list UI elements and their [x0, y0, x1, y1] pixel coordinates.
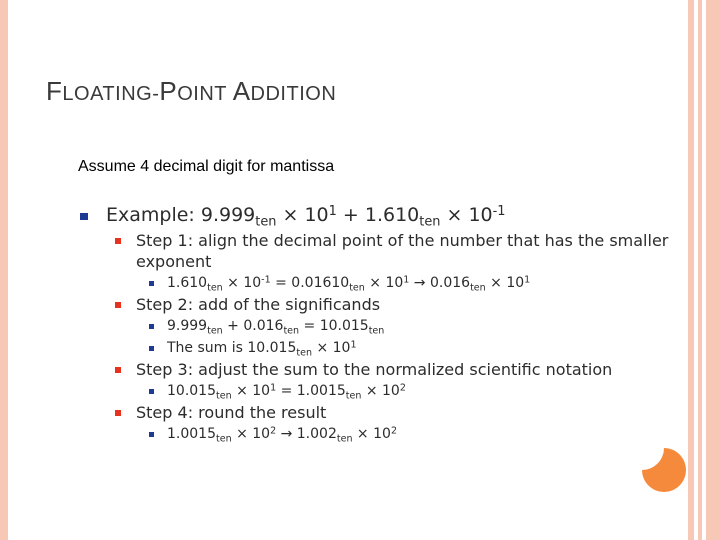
- math-text: × 10: [231, 383, 271, 399]
- step-text: Step 4: round the result: [136, 403, 327, 422]
- superscript: 1: [524, 274, 531, 286]
- substep-item: [80, 315, 680, 337]
- step-item: [80, 294, 680, 315]
- bullet-icon: [149, 432, 154, 437]
- bullet-icon: [80, 213, 88, 220]
- step-item: [80, 402, 680, 423]
- subscript: ten: [296, 347, 312, 359]
- step-text: Step 2: add of the significands: [136, 295, 381, 314]
- subscript: ten: [368, 325, 385, 337]
- math-text: × 10: [361, 383, 400, 399]
- math-text: × 10: [222, 275, 262, 291]
- math-text: → 0.016: [409, 275, 471, 291]
- example-text: + 1.610: [336, 204, 420, 226]
- math-text: = 10.015: [299, 318, 369, 334]
- subscript: ten: [345, 390, 362, 402]
- superscript: 2: [390, 425, 397, 437]
- title-part: P: [159, 76, 178, 106]
- circle-notch: [642, 448, 664, 470]
- example-text: Example: 9.999: [106, 204, 256, 226]
- step-text: Step 1: align the decimal point of the number that has the smaller exponent: [136, 231, 669, 271]
- substep-item: [80, 380, 680, 402]
- slide-right-border: [684, 0, 720, 540]
- math-text: 1.610: [167, 275, 208, 291]
- bullet-icon: [149, 346, 154, 351]
- subscript: ten: [470, 282, 486, 294]
- math-text: → 1.002: [276, 426, 337, 442]
- math-text: × 10: [352, 426, 391, 442]
- border-stripe: [698, 0, 702, 540]
- title-part: F: [46, 76, 63, 106]
- example-line: [80, 202, 680, 228]
- step-item: [80, 230, 680, 272]
- subscript: ten: [336, 433, 353, 445]
- example-text: × 10: [440, 204, 493, 226]
- title-part: DDITION: [250, 83, 337, 105]
- math-text: The sum is 10.015: [167, 340, 297, 356]
- math-text: × 10: [364, 275, 404, 291]
- bullet-icon: [115, 302, 121, 308]
- math-text: + 0.016: [222, 318, 284, 334]
- slide-title: [46, 76, 336, 107]
- title-part: -: [152, 83, 160, 105]
- border-stripe: [706, 0, 720, 540]
- superscript: 2: [270, 425, 277, 437]
- border-stripe: [688, 0, 694, 540]
- subscript: ten: [255, 214, 277, 230]
- superscript: 1: [328, 204, 337, 220]
- math-text: × 10: [485, 275, 525, 291]
- superscript: -1: [492, 204, 506, 220]
- slide-subtitle: Assume 4 decimal digit for mantissa: [78, 158, 335, 175]
- step-text: Step 3: adjust the sum to the normalized scientific notation: [136, 360, 613, 379]
- math-text: × 10: [231, 426, 271, 442]
- math-text: × 10: [312, 340, 351, 356]
- subscript: ten: [207, 325, 223, 337]
- superscript: 1: [350, 339, 357, 351]
- math-text: = 1.0015: [276, 383, 346, 399]
- decorative-circle-icon: [642, 448, 686, 492]
- step-item: [80, 359, 680, 380]
- bullet-icon: [115, 367, 121, 373]
- title-part: OINT: [177, 83, 227, 105]
- math-text: = 0.01610: [270, 275, 350, 291]
- superscript: -1: [261, 274, 271, 286]
- substep-item: [80, 272, 680, 294]
- superscript: 1: [270, 382, 277, 394]
- subscript: ten: [216, 390, 232, 402]
- subscript: ten: [349, 282, 365, 294]
- math-text: 1.0015: [167, 426, 216, 442]
- slide-body: [80, 202, 680, 445]
- title-part: LOATING: [62, 83, 153, 105]
- title-part: A: [232, 76, 251, 106]
- superscript: 1: [403, 274, 410, 286]
- example-text: × 10: [276, 204, 329, 226]
- bullet-icon: [149, 389, 154, 394]
- bullet-icon: [115, 410, 121, 416]
- subscript: ten: [419, 214, 441, 230]
- subscript: ten: [216, 433, 232, 445]
- subscript: ten: [283, 325, 300, 337]
- math-text: 10.015: [167, 383, 216, 399]
- bullet-icon: [149, 324, 154, 329]
- substep-item: [80, 423, 680, 445]
- bullet-icon: [149, 281, 154, 286]
- subscript: ten: [207, 282, 223, 294]
- substep-item: [80, 337, 680, 359]
- superscript: 2: [399, 382, 406, 394]
- math-text: 9.999: [167, 318, 208, 334]
- slide-left-border: [0, 0, 8, 540]
- bullet-icon: [115, 238, 121, 244]
